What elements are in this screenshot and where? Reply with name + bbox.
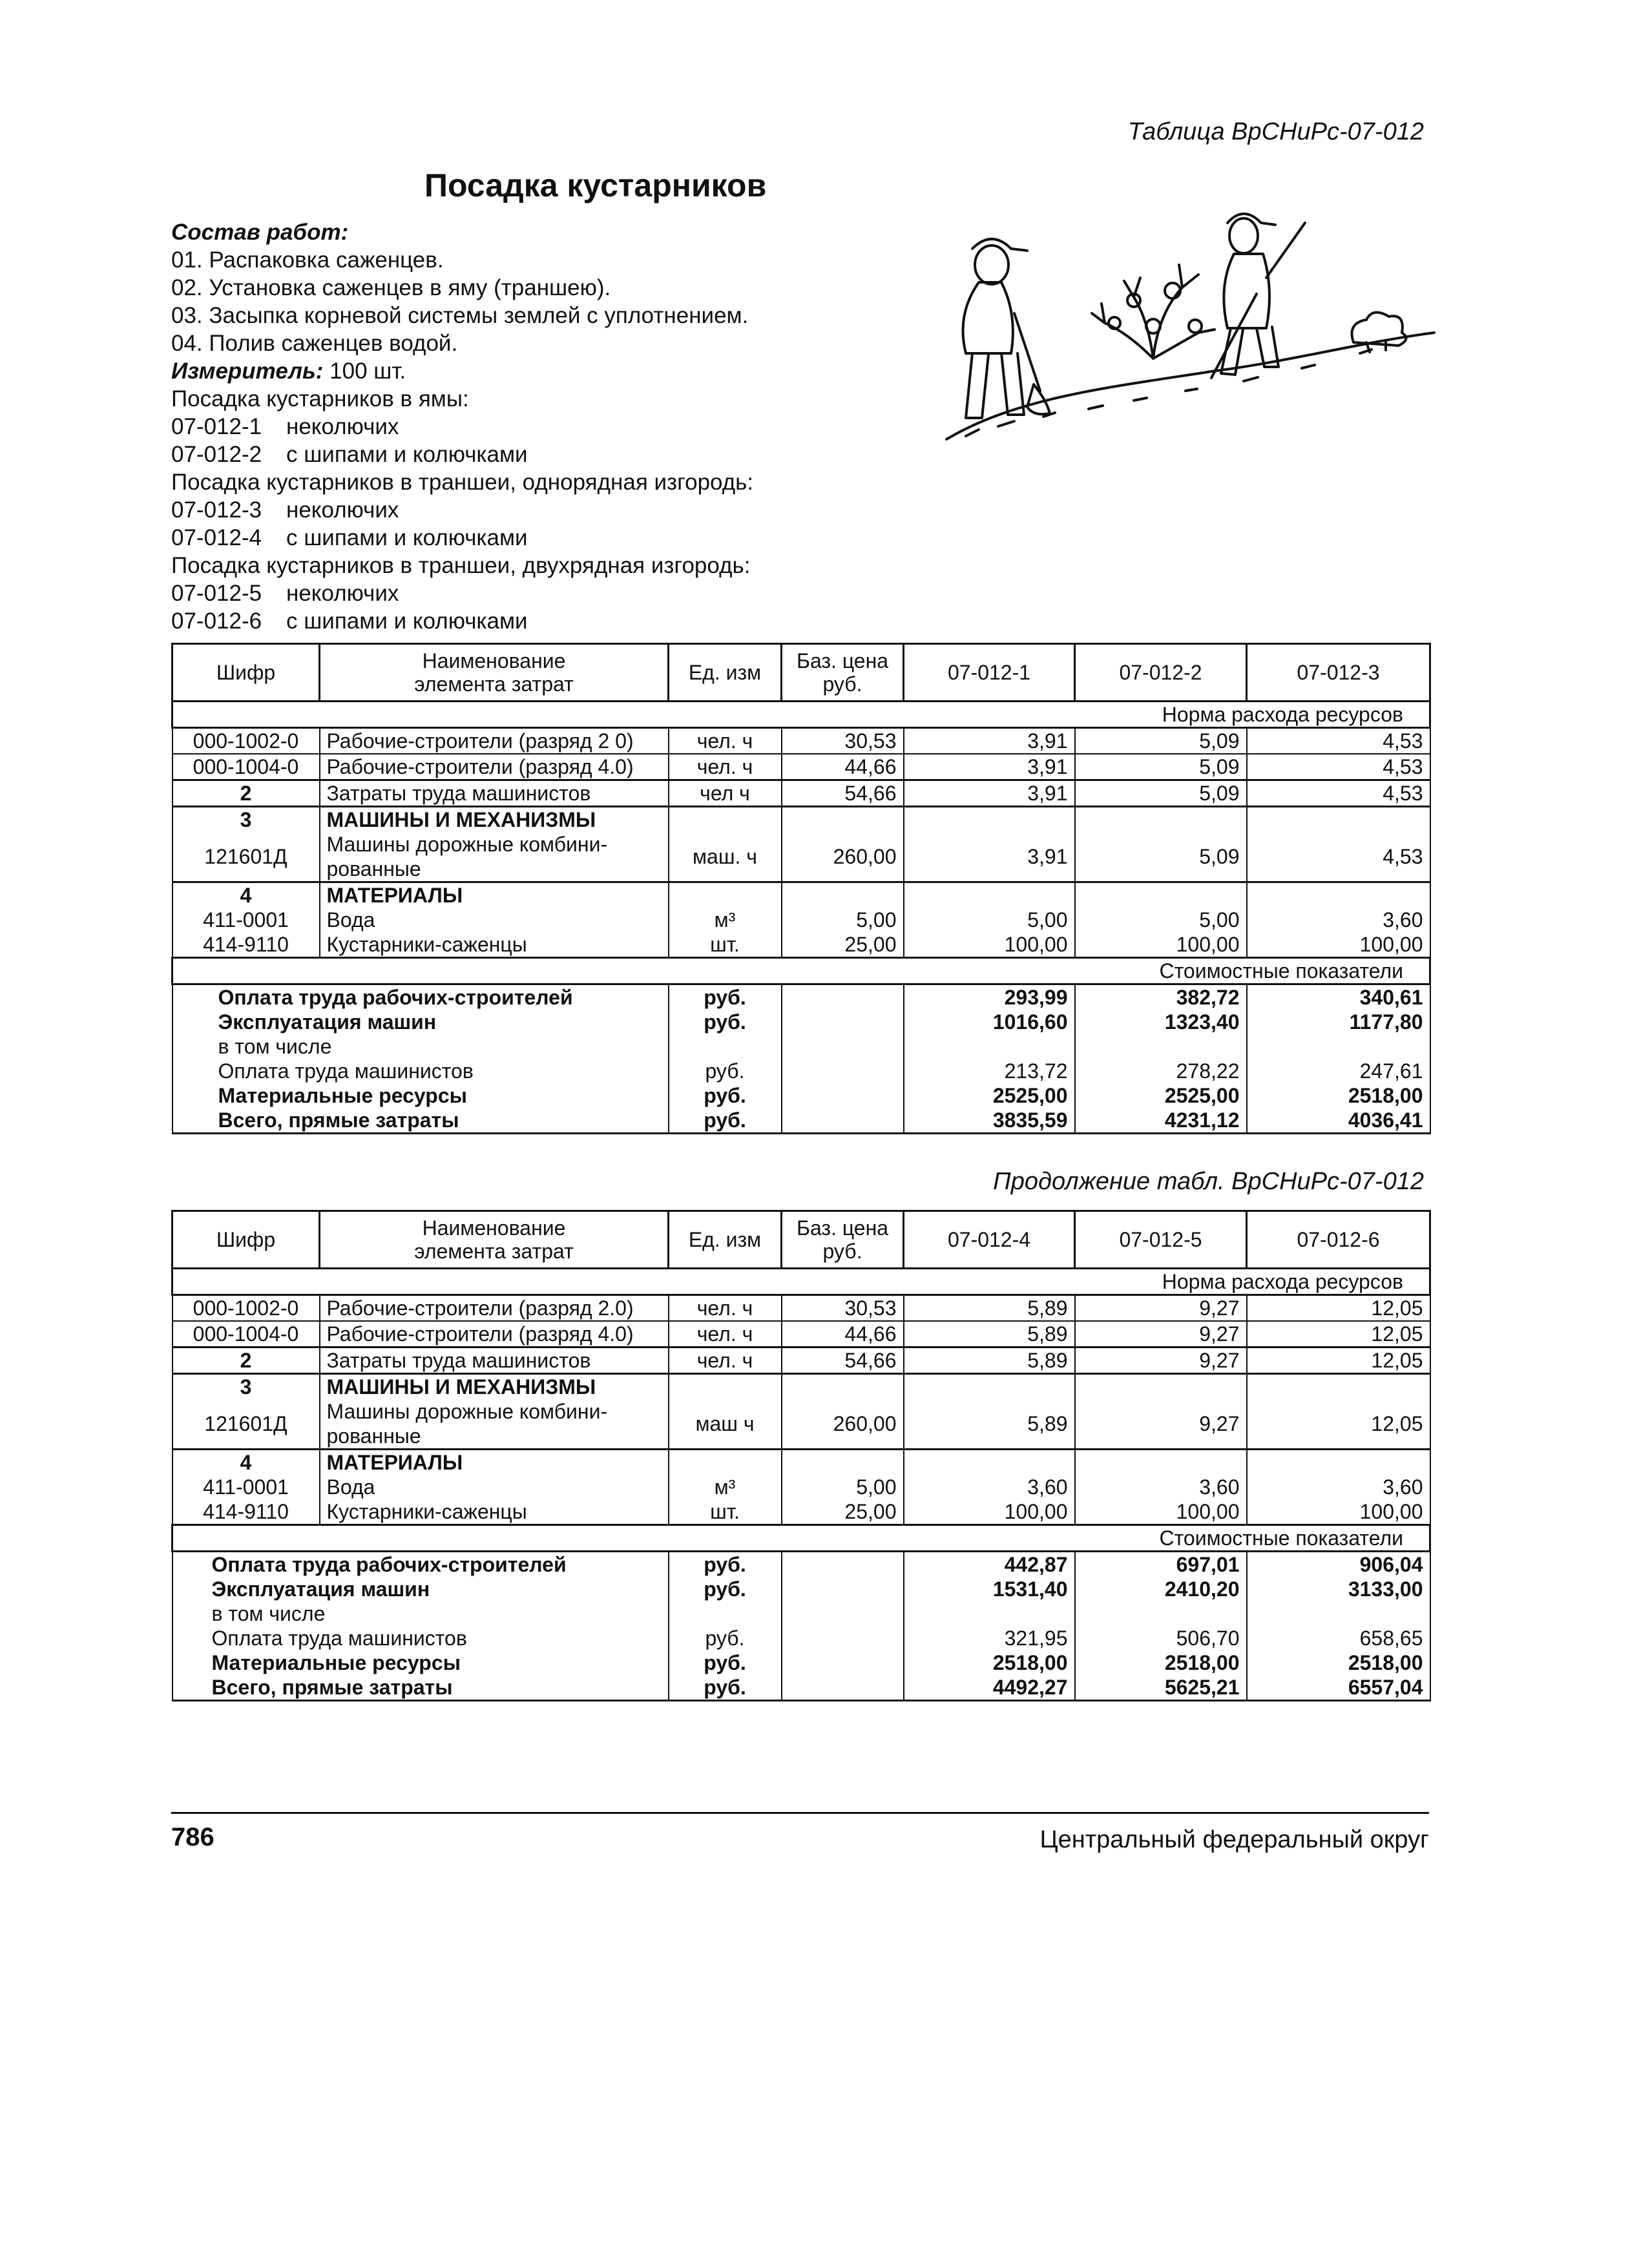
col-rate-header: 07-012-2 <box>1075 644 1247 702</box>
row-code: 000-1004-0 <box>172 754 320 780</box>
summary-value: 3835,59 <box>904 1108 1075 1134</box>
col-price-header <box>782 644 904 702</box>
row-code: 411-0001 <box>172 1475 320 1499</box>
group-item <box>171 579 753 607</box>
summary-label: Эксплуатация машин <box>172 1010 669 1034</box>
row-value: 9,27 <box>1075 1347 1247 1374</box>
row-value: 9,27 <box>1075 1295 1247 1322</box>
summary-label: Оплата труда рабочих-строителей <box>172 1552 669 1577</box>
summary-unit: руб. <box>669 1552 782 1577</box>
row-code: 414-9110 <box>172 1499 320 1525</box>
row-value: 4,53 <box>1247 832 1430 882</box>
empty-cell <box>782 1601 904 1626</box>
row-value: 100,00 <box>1247 1499 1430 1525</box>
work-step: 02. Установка саженцев в яму (траншею). <box>171 275 611 300</box>
summary-row <box>172 1675 1430 1701</box>
table-row <box>172 882 1430 908</box>
item-code: 07-012-3 <box>171 497 262 523</box>
person-left-head <box>975 245 1008 284</box>
group-item <box>171 441 753 468</box>
empty-cell <box>782 1626 904 1650</box>
row-value: 5,09 <box>1075 728 1247 754</box>
summary-value: 697,01 <box>1075 1552 1247 1577</box>
summary-label: Оплата труда машинистов <box>172 1626 669 1650</box>
empty-cell <box>782 1059 904 1083</box>
row-unit: шт. <box>669 1499 782 1525</box>
empty-cell <box>1247 882 1430 908</box>
person-right-body <box>1224 254 1269 328</box>
person-right-head <box>1229 218 1258 253</box>
row-name: Рабочие-строители (разряд 4.0) <box>320 754 669 780</box>
col-name-header <box>320 1211 669 1269</box>
row-code: 2 <box>172 1347 320 1374</box>
row-unit: м³ <box>669 1475 782 1499</box>
summary-value: 658,65 <box>1247 1626 1430 1650</box>
table-row <box>172 1475 1430 1499</box>
col-code-header: Шифр <box>172 1211 320 1269</box>
row-value: 5,09 <box>1075 754 1247 780</box>
summary-value: 2525,00 <box>1075 1083 1247 1108</box>
summary-value: 2518,00 <box>904 1650 1075 1675</box>
col-unit-header: Ед. изм <box>669 1211 782 1269</box>
table-header-row <box>172 644 1430 702</box>
item-code: 07-012-2 <box>171 442 262 467</box>
row-value: 5,89 <box>904 1321 1075 1347</box>
row-price: 260,00 <box>782 832 904 882</box>
summary-row <box>172 1010 1430 1034</box>
row-price: 44,66 <box>782 1321 904 1347</box>
row-value: 3,91 <box>904 780 1075 807</box>
row-price: 30,53 <box>782 728 904 754</box>
row-unit: чел. ч <box>669 728 782 754</box>
summary-unit: руб. <box>669 1059 782 1083</box>
row-name: Рабочие-строители (разряд 2.0) <box>320 1295 669 1322</box>
row-unit: шт. <box>669 932 782 958</box>
row-code: 121601Д <box>172 832 320 882</box>
summary-value: 2410,20 <box>1075 1577 1247 1601</box>
person-left-body <box>963 282 1013 353</box>
row-value: 5,89 <box>904 1347 1075 1374</box>
col-name-line2: элемента затрат <box>414 1240 574 1263</box>
row-value: 3,60 <box>1247 1475 1430 1499</box>
summary-label: Материальные ресурсы <box>172 1083 669 1108</box>
col-price-line2: руб. <box>822 672 862 696</box>
item-code: 07-012-4 <box>171 525 262 550</box>
row-value: 5,00 <box>904 908 1075 932</box>
empty-cell <box>782 1108 904 1134</box>
empty-cell <box>669 882 782 908</box>
summary-unit: руб. <box>669 984 782 1010</box>
table-row <box>172 807 1430 833</box>
continuation-caption: Продолжение табл. ВрСНиРс-07-012 <box>993 1168 1424 1195</box>
empty-cell <box>1075 882 1247 908</box>
table-row <box>172 832 1430 857</box>
empty-cell <box>782 807 904 833</box>
row-unit: чел. ч <box>669 754 782 780</box>
row-name: Машины дорожные комбини- <box>320 1399 669 1424</box>
section-band <box>172 1269 1430 1295</box>
norm-band: Норма расхода ресурсов <box>172 702 1430 728</box>
empty-cell <box>1247 807 1430 833</box>
group-title: Посадка кустарников в траншеи, двухрядная изгородь: <box>171 553 751 578</box>
row-value: 12,05 <box>1247 1321 1430 1347</box>
empty-cell <box>1247 1374 1430 1400</box>
empty-cell <box>1075 1601 1247 1626</box>
row-name: Кустарники-саженцы <box>320 1499 669 1525</box>
col-rate-header: 07-012-5 <box>1075 1211 1247 1269</box>
empty-cell <box>782 1083 904 1108</box>
empty-cell <box>782 1374 904 1400</box>
summary-label: Оплата труда рабочих-строителей <box>172 984 669 1010</box>
empty-cell <box>1075 1450 1247 1475</box>
row-name: Рабочие-строители (разряд 2 0) <box>320 728 669 754</box>
empty-cell <box>1075 1034 1247 1059</box>
summary-value: 1016,60 <box>904 1010 1075 1034</box>
table-row <box>172 932 1430 958</box>
empty-cell <box>782 1675 904 1701</box>
section-band <box>172 702 1430 728</box>
item-desc: неколючих <box>286 497 399 523</box>
summary-value: 506,70 <box>1075 1626 1247 1650</box>
table-row <box>172 1321 1430 1347</box>
row-value: 3,91 <box>904 728 1075 754</box>
item-code: 07-012-5 <box>171 581 262 606</box>
summary-row <box>172 1034 1430 1059</box>
col-rate-header: 07-012-4 <box>904 1211 1075 1269</box>
col-name-line1: Наименование <box>422 649 566 672</box>
summary-value: 4492,27 <box>904 1675 1075 1701</box>
row-code: 411-0001 <box>172 908 320 932</box>
row-price: 44,66 <box>782 754 904 780</box>
row-unit: чел. ч <box>669 1295 782 1322</box>
row-unit: чел ч <box>669 780 782 807</box>
col-name-line2: элемента затрат <box>414 672 574 696</box>
col-rate-header: 07-012-6 <box>1247 1211 1430 1269</box>
summary-unit: руб. <box>669 1108 782 1134</box>
cost-band: Стоимостные показатели <box>172 1525 1430 1552</box>
empty-cell <box>1075 1374 1247 1400</box>
summary-value: 278,22 <box>1075 1059 1247 1083</box>
row-unit: маш ч <box>669 1399 782 1450</box>
summary-value: 1323,40 <box>1075 1010 1247 1034</box>
row-value: 5,89 <box>904 1399 1075 1450</box>
summary-unit: руб. <box>669 1650 782 1675</box>
row-value: 9,27 <box>1075 1399 1247 1450</box>
item-desc: с шипами и колючками <box>286 525 528 550</box>
row-code: 3 <box>172 1374 320 1400</box>
col-unit-header: Ед. изм <box>669 644 782 702</box>
row-price: 5,00 <box>782 1475 904 1499</box>
empty-cell <box>669 1601 782 1626</box>
norm-band: Норма расхода ресурсов <box>172 1269 1430 1295</box>
item-code: 07-012-1 <box>171 414 262 439</box>
row-code: 121601Д <box>172 1399 320 1450</box>
empty-cell <box>1247 1450 1430 1475</box>
row-name: Вода <box>320 1475 669 1499</box>
resource-table-1 <box>171 643 1431 1134</box>
summary-row <box>172 1083 1430 1108</box>
summary-value: 321,95 <box>904 1626 1075 1650</box>
empty-cell <box>904 1450 1075 1475</box>
work-step: 01. Распаковка саженцев. <box>171 247 444 273</box>
row-value: 5,09 <box>1075 832 1247 882</box>
summary-unit: руб. <box>669 1577 782 1601</box>
empty-cell <box>782 1034 904 1059</box>
empty-cell <box>782 1450 904 1475</box>
table-reference: Таблица ВрСНиРс-07-012 <box>1127 118 1424 145</box>
col-price-header <box>782 1211 904 1269</box>
row-value: 4,53 <box>1247 754 1430 780</box>
shrub <box>1092 265 1215 359</box>
page-number: 786 <box>171 1823 214 1851</box>
gardeners-illustration <box>940 203 1437 452</box>
group-item <box>171 524 753 552</box>
empty-cell <box>669 807 782 833</box>
page-title: Посадка кустарников <box>424 167 767 203</box>
item-desc: неколючих <box>286 581 399 606</box>
row-price: 25,00 <box>782 932 904 958</box>
meter-value: 100 шт. <box>323 359 406 384</box>
row-price: 54,66 <box>782 1347 904 1374</box>
summary-value: 2525,00 <box>904 1083 1075 1108</box>
summary-label: Всего, прямые затраты <box>172 1675 669 1701</box>
summary-value: 293,99 <box>904 984 1075 1010</box>
row-value: 12,05 <box>1247 1295 1430 1322</box>
empty-cell <box>669 1374 782 1400</box>
table-row <box>172 1347 1430 1374</box>
summary-unit: руб. <box>669 1010 782 1034</box>
row-value: 100,00 <box>1075 932 1247 958</box>
col-name-line1: Наименование <box>422 1216 566 1240</box>
empty-cell <box>904 1374 1075 1400</box>
summary-row <box>172 1650 1430 1675</box>
row-name: МАШИНЫ И МЕХАНИЗМЫ <box>320 807 669 833</box>
summary-unit: руб. <box>669 1675 782 1701</box>
summary-value: 340,61 <box>1247 984 1430 1010</box>
footer-rule <box>171 1812 1429 1814</box>
resource-table-2 <box>171 1210 1431 1701</box>
empty-cell <box>669 1450 782 1475</box>
summary-value: 1531,40 <box>904 1577 1075 1601</box>
summary-unit: руб. <box>669 1083 782 1108</box>
summary-row <box>172 984 1430 1010</box>
empty-cell <box>782 1552 904 1577</box>
summary-value: 2518,00 <box>1247 1083 1430 1108</box>
empty-cell <box>782 1650 904 1675</box>
group-title: Посадка кустарников в траншеи, однорядная изгородь: <box>171 470 754 495</box>
table-row <box>172 1499 1430 1525</box>
empty-cell <box>782 1577 904 1601</box>
row-name: Машины дорожные комбини- <box>320 832 669 857</box>
summary-value: 4231,12 <box>1075 1108 1247 1134</box>
row-value: 3,60 <box>904 1475 1075 1499</box>
item-code: 07-012-6 <box>171 609 262 634</box>
row-value: 12,05 <box>1247 1399 1430 1450</box>
empty-cell <box>669 1034 782 1059</box>
work-step: 03. Засыпка корневой системы землей с уплотнением. <box>171 303 749 328</box>
row-code: 000-1002-0 <box>172 1295 320 1322</box>
summary-unit: руб. <box>669 1626 782 1650</box>
row-name: Кустарники-саженцы <box>320 932 669 958</box>
section-band <box>172 1525 1430 1552</box>
row-unit: чел. ч <box>669 1347 782 1374</box>
row-name: Затраты труда машинистов <box>320 780 669 807</box>
summary-value: 247,61 <box>1247 1059 1430 1083</box>
summary-row <box>172 1626 1430 1650</box>
table-row <box>172 1295 1430 1322</box>
empty-cell <box>1075 807 1247 833</box>
row-price: 5,00 <box>782 908 904 932</box>
row-value: 100,00 <box>1075 1499 1247 1525</box>
row-code: 4 <box>172 1450 320 1475</box>
summary-row <box>172 1552 1430 1577</box>
summary-row <box>172 1577 1430 1601</box>
summary-value: 2518,00 <box>1247 1650 1430 1675</box>
table-header-row <box>172 1211 1430 1269</box>
empty-cell <box>904 882 1075 908</box>
col-price-line2: руб. <box>822 1240 862 1263</box>
summary-value: 2518,00 <box>1075 1650 1247 1675</box>
row-value: 100,00 <box>904 932 1075 958</box>
empty-cell <box>1247 1601 1430 1626</box>
table-row <box>172 1374 1430 1400</box>
row-code: 2 <box>172 780 320 807</box>
item-desc: с шипами и колючками <box>286 442 528 467</box>
ground-line <box>946 333 1434 439</box>
row-code: 4 <box>172 882 320 908</box>
col-price-line1: Баз. цена <box>796 1216 889 1240</box>
work-composition <box>171 218 753 635</box>
row-name: Затраты труда машинистов <box>320 1347 669 1374</box>
row-value: 4,53 <box>1247 780 1430 807</box>
item-desc: неколючих <box>286 414 399 439</box>
col-rate-header: 07-012-3 <box>1247 644 1430 702</box>
row-name: рованные <box>320 1424 669 1450</box>
summary-value: 213,72 <box>904 1059 1075 1083</box>
section-band <box>172 958 1430 984</box>
table-row <box>172 780 1430 807</box>
row-value: 3,91 <box>904 754 1075 780</box>
col-price-line1: Баз. цена <box>796 649 889 672</box>
row-value: 12,05 <box>1247 1347 1430 1374</box>
row-price: 25,00 <box>782 1499 904 1525</box>
summary-label: Всего, прямые затраты <box>172 1108 669 1134</box>
col-code-header: Шифр <box>172 644 320 702</box>
summary-value: 1177,80 <box>1247 1010 1430 1034</box>
empty-cell <box>782 1010 904 1034</box>
row-name: МАТЕРИАЛЫ <box>320 882 669 908</box>
empty-cell <box>904 1034 1075 1059</box>
summary-row <box>172 1059 1430 1083</box>
group-title: Посадка кустарников в ямы: <box>171 386 469 411</box>
row-value: 4,53 <box>1247 728 1430 754</box>
meter-line <box>171 357 753 385</box>
row-value: 5,09 <box>1075 780 1247 807</box>
row-name: Вода <box>320 908 669 932</box>
group-item <box>171 607 753 635</box>
row-value: 5,89 <box>904 1295 1075 1322</box>
summary-label: в том числе <box>172 1601 669 1626</box>
empty-cell <box>782 882 904 908</box>
row-name: МАТЕРИАЛЫ <box>320 1450 669 1475</box>
summary-label: Оплата труда машинистов <box>172 1059 669 1083</box>
empty-cell <box>782 984 904 1010</box>
group-item <box>171 413 753 441</box>
row-value: 3,91 <box>904 832 1075 882</box>
summary-label: Эксплуатация машин <box>172 1577 669 1601</box>
table-row <box>172 1450 1430 1475</box>
summary-value: 4036,41 <box>1247 1108 1430 1134</box>
empty-cell <box>904 807 1075 833</box>
summary-value: 3133,00 <box>1247 1577 1430 1601</box>
row-code: 000-1002-0 <box>172 728 320 754</box>
summary-value: 382,72 <box>1075 984 1247 1010</box>
row-name: МАШИНЫ И МЕХАНИЗМЫ <box>320 1374 669 1400</box>
row-price: 260,00 <box>782 1399 904 1450</box>
row-price: 54,66 <box>782 780 904 807</box>
row-unit: чел. ч <box>669 1321 782 1347</box>
row-value: 100,00 <box>1247 932 1430 958</box>
row-value: 100,00 <box>904 1499 1075 1525</box>
row-price: 30,53 <box>782 1295 904 1322</box>
empty-cell <box>904 1601 1075 1626</box>
group-item <box>171 496 753 524</box>
row-unit: маш. ч <box>669 832 782 882</box>
summary-row <box>172 1108 1430 1134</box>
row-name: рованные <box>320 857 669 882</box>
summary-value: 442,87 <box>904 1552 1075 1577</box>
col-rate-header: 07-012-1 <box>904 644 1075 702</box>
row-value: 3,60 <box>1247 908 1430 932</box>
row-unit: м³ <box>669 908 782 932</box>
summary-value: 906,04 <box>1247 1552 1430 1577</box>
row-code: 414-9110 <box>172 932 320 958</box>
region-name: Центральный федеральный округ <box>1039 1826 1429 1853</box>
row-code: 3 <box>172 807 320 833</box>
summary-row <box>172 1601 1430 1626</box>
row-name: Рабочие-строители (разряд 4.0) <box>320 1321 669 1347</box>
row-value: 5,00 <box>1075 908 1247 932</box>
row-code: 000-1004-0 <box>172 1321 320 1347</box>
row-value: 9,27 <box>1075 1321 1247 1347</box>
table-row <box>172 728 1430 754</box>
summary-label: Материальные ресурсы <box>172 1650 669 1675</box>
table-row <box>172 908 1430 932</box>
item-desc: с шипами и колючками <box>286 609 528 634</box>
empty-cell <box>1247 1034 1430 1059</box>
summary-label: в том числе <box>172 1034 669 1059</box>
cost-band: Стоимостные показатели <box>172 958 1430 984</box>
table-row <box>172 1399 1430 1424</box>
meter-label: Измеритель: <box>171 359 324 384</box>
table-row <box>172 754 1430 780</box>
col-name-header <box>320 644 669 702</box>
row-value: 3,60 <box>1075 1475 1247 1499</box>
summary-value: 5625,21 <box>1075 1675 1247 1701</box>
work-step: 04. Полив саженцев водой. <box>171 331 458 356</box>
summary-value: 6557,04 <box>1247 1675 1430 1701</box>
composition-heading: Состав работ: <box>171 220 349 245</box>
